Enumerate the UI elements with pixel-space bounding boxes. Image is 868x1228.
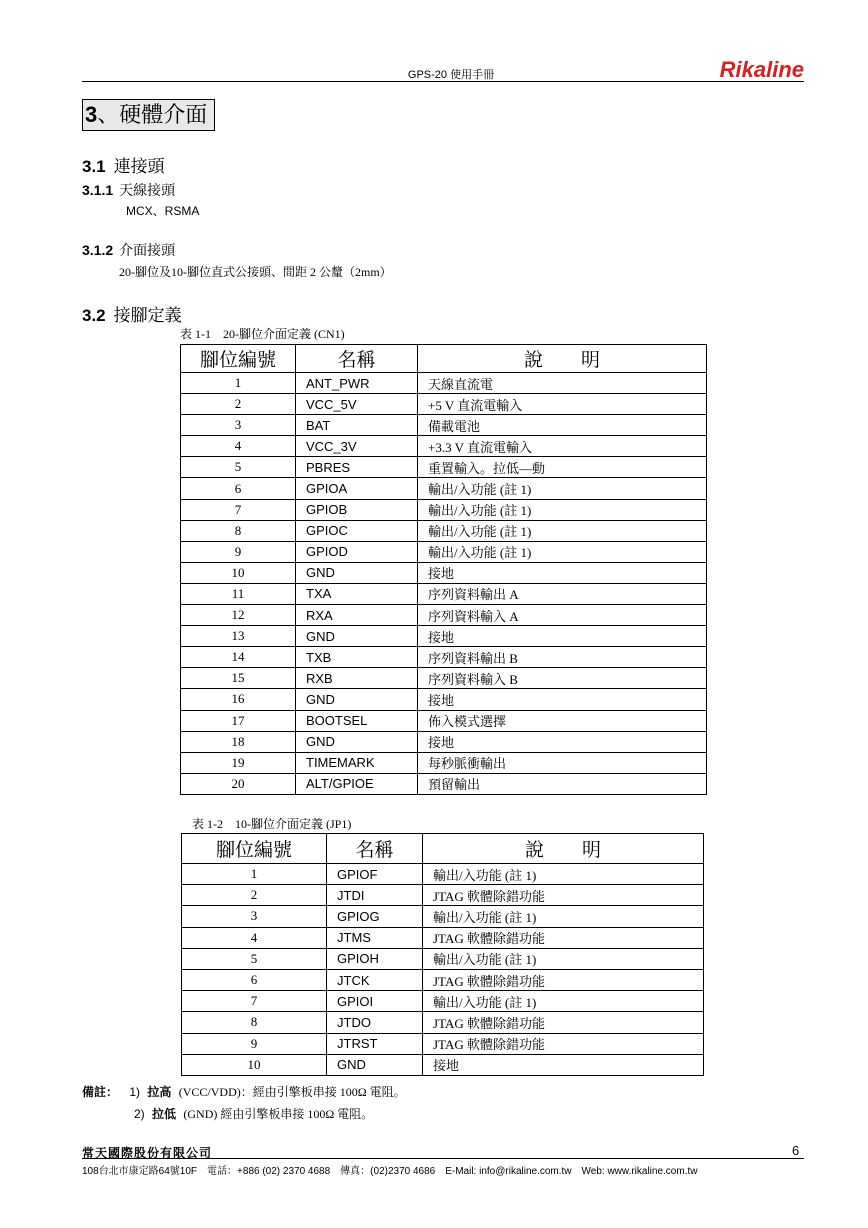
table-row: [182, 1054, 704, 1075]
pin-description-cell: JTAG 軟體除錯功能: [423, 969, 704, 990]
pin-number-cell: 3: [181, 415, 296, 436]
header-description: 說 明: [423, 834, 704, 864]
table-row: [181, 541, 707, 562]
pin-name-cell: VCC_3V: [296, 436, 418, 457]
table-header-row: [181, 345, 707, 373]
pin-description-cell: +5 V 直流電輸入: [418, 394, 707, 415]
pin-number-cell: 6: [182, 969, 327, 990]
footer-company: 常天國際股份有限公司: [82, 1146, 213, 1160]
pin-name-cell: GND: [296, 626, 418, 647]
table1-caption: 表 1-1 20-腳位介面定義 (CN1): [180, 327, 345, 341]
pin-description-cell: 輸出/入功能 (註 1): [418, 541, 707, 562]
chapter-number: 3: [85, 102, 98, 127]
table-row: [181, 436, 707, 457]
antenna-connector-text: MCX、RSMA: [126, 204, 200, 218]
table-row: [181, 647, 707, 668]
table-row: [182, 885, 704, 906]
table-row: [182, 906, 704, 927]
note-index: 2): [134, 1107, 145, 1121]
table-row: [182, 991, 704, 1012]
pin-name-cell: RXB: [296, 668, 418, 689]
pin-number-cell: 19: [181, 752, 296, 773]
pin-description-cell: 序列資料輸入 A: [418, 605, 707, 626]
pin-number-cell: 1: [182, 864, 327, 885]
pin-number-cell: 8: [182, 1012, 327, 1033]
pin-description-cell: 接地: [418, 562, 707, 583]
note-index: 1): [129, 1085, 141, 1099]
pin-number-cell: 14: [181, 647, 296, 668]
table-row: [181, 626, 707, 647]
pin-description-cell: 接地: [418, 626, 707, 647]
pin-number-cell: 9: [181, 541, 296, 562]
section-3-2-heading: [82, 301, 182, 326]
pin-name-cell: GPIOA: [296, 478, 418, 499]
pin-description-cell: 輸出/入功能 (註 1): [418, 478, 707, 499]
pin-number-cell: 9: [182, 1033, 327, 1054]
table-row: [181, 394, 707, 415]
pin-name-cell: GPIOF: [327, 864, 423, 885]
table-row: [181, 373, 707, 394]
table-row: [181, 605, 707, 626]
note-text: (VCC/VDD)：經由引擎板串接 100Ω 電阻。: [178, 1085, 406, 1099]
pin-description-cell: JTAG 軟體除錯功能: [423, 1033, 704, 1054]
header-name: 名稱: [296, 345, 418, 373]
pin-name-cell: VCC_5V: [296, 394, 418, 415]
pin-number-cell: 5: [182, 948, 327, 969]
pin-number-cell: 15: [181, 668, 296, 689]
table-row: [181, 415, 707, 436]
section-title: 連接頭: [113, 157, 165, 176]
pin-description-cell: 輸出/入功能 (註 1): [423, 864, 704, 885]
header-pin-number: 腳位編號: [182, 834, 327, 864]
header-title: GPS-20 使用手冊: [407, 69, 495, 81]
pin-description-cell: 接地: [418, 689, 707, 710]
note-keyword: 拉低: [152, 1107, 177, 1121]
pin-name-cell: GPIOI: [327, 991, 423, 1012]
pin-description-cell: 輸出/入功能 (註 1): [423, 991, 704, 1012]
header-description: 說 明: [418, 345, 707, 373]
pin-description-cell: 每秒脈衝輸出: [418, 752, 707, 773]
note-text: (GND) 經由引擎板串接 100Ω 電阻。: [183, 1107, 374, 1121]
pin-name-cell: GPIOG: [327, 906, 423, 927]
table-row: [182, 927, 704, 948]
note-keyword: 拉高: [147, 1085, 172, 1099]
pin-description-cell: 接地: [423, 1054, 704, 1075]
footer-address: 108台北市康定路64號10F 電話：+886 (02) 2370 4688 傳真：(02)2370 4686 E-Mail: info@rikaline.com.tw Web: www.rikaline.com.tw: [82, 1166, 698, 1177]
note-1: [82, 1083, 406, 1100]
table-row: [181, 689, 707, 710]
header-rule: [82, 81, 804, 82]
pin-name-cell: JTCK: [327, 969, 423, 990]
chapter-heading: [82, 99, 215, 131]
table-row: [182, 948, 704, 969]
pin-description-cell: 輸出/入功能 (註 1): [418, 499, 707, 520]
pin-description-cell: 重置輸入。拉低—動: [418, 457, 707, 478]
pin-number-cell: 6: [181, 478, 296, 499]
pin-number-cell: 10: [181, 562, 296, 583]
pin-number-cell: 13: [181, 626, 296, 647]
section-number: 3.1.2: [82, 242, 114, 258]
section-title: 接腳定義: [113, 306, 182, 325]
table-row: [181, 731, 707, 752]
chapter-title: 、硬體介面: [97, 102, 208, 127]
section-number: 3.1.1: [82, 182, 114, 198]
pin-name-cell: GND: [327, 1054, 423, 1075]
section-number: 3.1: [82, 157, 106, 176]
header-name: 名稱: [327, 834, 423, 864]
pin-description-cell: JTAG 軟體除錯功能: [423, 885, 704, 906]
pin-description-cell: 預留輸出: [418, 773, 707, 794]
pin-description-cell: 接地: [418, 731, 707, 752]
pin-number-cell: 20: [181, 773, 296, 794]
pin-number-cell: 3: [182, 906, 327, 927]
pin-name-cell: BAT: [296, 415, 418, 436]
pin-name-cell: BOOTSEL: [296, 710, 418, 731]
pin-number-cell: 7: [182, 991, 327, 1012]
footer-rule: [82, 1158, 804, 1159]
pin-name-cell: GPIOC: [296, 520, 418, 541]
table-row: [181, 583, 707, 604]
section-3-1-heading: [82, 152, 165, 177]
table-row: [181, 752, 707, 773]
section-3-1-1-heading: [82, 180, 175, 200]
pin-name-cell: JTDI: [327, 885, 423, 906]
table-row: [181, 668, 707, 689]
pin-number-cell: 4: [182, 927, 327, 948]
table-row: [181, 499, 707, 520]
pin-number-cell: 12: [181, 605, 296, 626]
pin-description-cell: 佈入模式選擇: [418, 710, 707, 731]
pin-description-cell: JTAG 軟體除錯功能: [423, 1012, 704, 1033]
table-row: [181, 562, 707, 583]
notes-label: 備註：: [82, 1085, 119, 1099]
pin-name-cell: GPIOH: [327, 948, 423, 969]
pin-description-cell: JTAG 軟體除錯功能: [423, 927, 704, 948]
section-title: 天線接頭: [119, 182, 176, 198]
table-row: [182, 969, 704, 990]
table-row: [181, 773, 707, 794]
pin-number-cell: 5: [181, 457, 296, 478]
pin-table-10: [181, 833, 704, 1076]
header-pin-number: 腳位編號: [181, 345, 296, 373]
pin-description-cell: 序列資料輸出 B: [418, 647, 707, 668]
pin-number-cell: 7: [181, 499, 296, 520]
brand-logo: Rikaline: [719, 57, 804, 82]
pin-name-cell: GND: [296, 562, 418, 583]
pin-description-cell: 備載電池: [418, 415, 707, 436]
section-number: 3.2: [82, 306, 106, 325]
note-2: [134, 1105, 373, 1122]
pin-description-cell: +3.3 V 直流電輸入: [418, 436, 707, 457]
table-row: [181, 710, 707, 731]
pin-name-cell: TXA: [296, 583, 418, 604]
section-3-1-2-heading: [82, 240, 175, 260]
table-row: [182, 864, 704, 885]
pin-number-cell: 10: [182, 1054, 327, 1075]
table2-caption: 表 1-2 10-腳位介面定義 (JP1): [192, 817, 352, 831]
table-header-row: [182, 834, 704, 864]
page-number: 6: [792, 1143, 800, 1158]
pin-name-cell: TIMEMARK: [296, 752, 418, 773]
pin-number-cell: 1: [181, 373, 296, 394]
pin-number-cell: 16: [181, 689, 296, 710]
table-row: [181, 478, 707, 499]
pin-description-cell: 輸出/入功能 (註 1): [423, 906, 704, 927]
pin-number-cell: 18: [181, 731, 296, 752]
pin-name-cell: JTRST: [327, 1033, 423, 1054]
table-row: [181, 520, 707, 541]
pin-name-cell: GND: [296, 689, 418, 710]
pin-table-20: [180, 344, 707, 795]
pin-description-cell: 輸出/入功能 (註 1): [423, 948, 704, 969]
pin-name-cell: GND: [296, 731, 418, 752]
table-row: [182, 1033, 704, 1054]
pin-description-cell: 天線直流電: [418, 373, 707, 394]
pin-name-cell: ANT_PWR: [296, 373, 418, 394]
pin-name-cell: JTDO: [327, 1012, 423, 1033]
table-row: [182, 1012, 704, 1033]
pin-number-cell: 4: [181, 436, 296, 457]
pin-number-cell: 8: [181, 520, 296, 541]
pin-number-cell: 2: [182, 885, 327, 906]
pin-name-cell: ALT/GPIOE: [296, 773, 418, 794]
pin-name-cell: PBRES: [296, 457, 418, 478]
pin-name-cell: JTMS: [327, 927, 423, 948]
pin-description-cell: 輸出/入功能 (註 1): [418, 520, 707, 541]
section-title: 介面接頭: [119, 242, 176, 258]
pin-description-cell: 序列資料輸入 B: [418, 668, 707, 689]
pin-name-cell: GPIOD: [296, 541, 418, 562]
pin-name-cell: RXA: [296, 605, 418, 626]
pin-number-cell: 2: [181, 394, 296, 415]
pin-description-cell: 序列資料輸出 A: [418, 583, 707, 604]
pin-number-cell: 17: [181, 710, 296, 731]
pin-number-cell: 11: [181, 583, 296, 604]
pin-name-cell: TXB: [296, 647, 418, 668]
pin-name-cell: GPIOB: [296, 499, 418, 520]
interface-connector-text: 20-腳位及10-腳位直式公接頭、間距 2 公釐（2mm）: [119, 265, 392, 279]
table-row: [181, 457, 707, 478]
